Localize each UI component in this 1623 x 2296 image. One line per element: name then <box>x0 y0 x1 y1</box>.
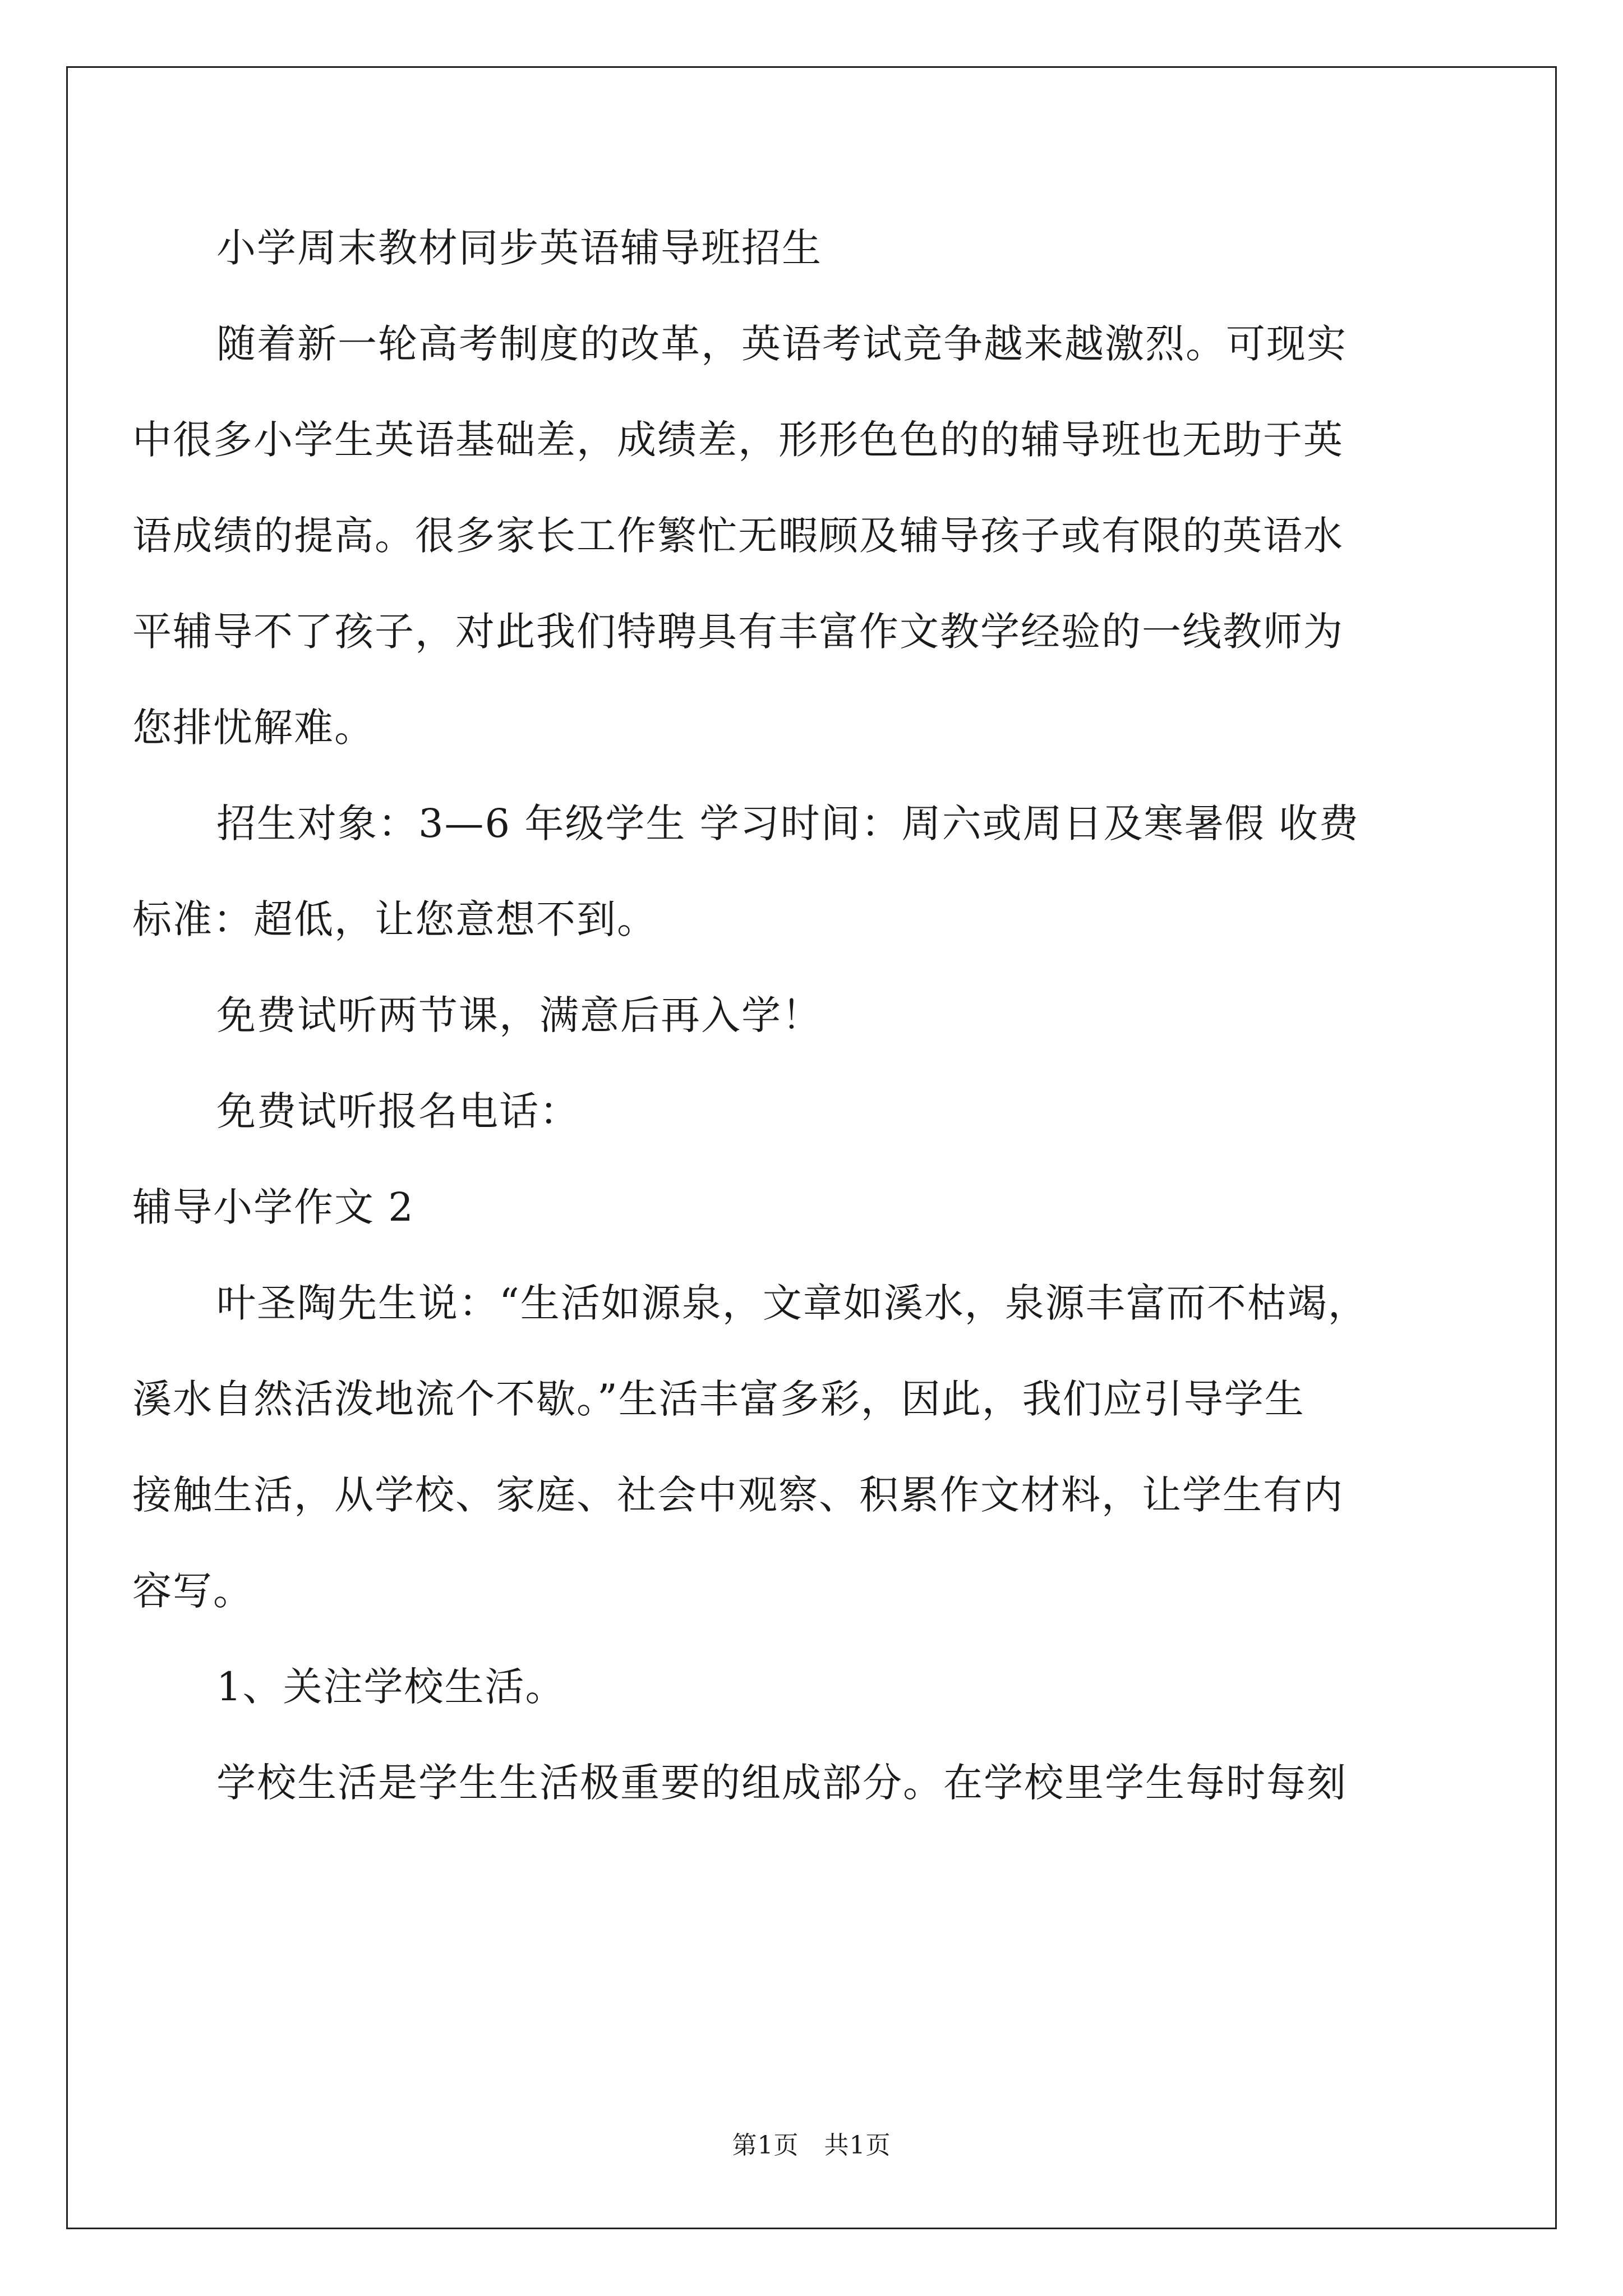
subsection-heading: 1、关注学校生活。 <box>216 1664 566 1710</box>
paragraph-line: 容写。 <box>132 1568 253 1614</box>
paragraph-line: 免费试听两节课，满意后再入学！ <box>216 992 822 1038</box>
paragraph-line: 平辅导不了孩子，对此我们特聘具有丰富作文教学经验的一线教师为 <box>132 609 1344 655</box>
paragraph-line: 语成绩的提高。很多家长工作繁忙无暇顾及辅导孩子或有限的英语水 <box>132 513 1344 559</box>
paragraph-line: 学校生活是学生生活极重要的组成部分。在学校里学生每时每刻 <box>216 1760 1347 1806</box>
paragraph-line: 溪水自然活泼地流个不歇。”生活丰富多彩，因此，我们应引导学生 <box>132 1376 1305 1422</box>
document-title: 小学周末教材同步英语辅导班招生 <box>216 225 822 271</box>
paragraph-line: 中很多小学生英语基础差，成绩差，形形色色的的辅导班也无助于英 <box>132 417 1344 463</box>
paragraph-line: 随着新一轮高考制度的改革，英语考试竞争越来越激烈。可现实 <box>216 321 1347 367</box>
document-body <box>132 200 1445 1831</box>
paragraph-line: 叶圣陶先生说：“生活如源泉，文章如溪水，泉源丰富而不枯竭， <box>216 1280 1368 1326</box>
paragraph-line: 招生对象：3—6 年级学生 学习时间：周六或周日及寒暑假 收费 <box>216 800 1359 846</box>
section-heading: 辅导小学作文 2 <box>132 1184 414 1230</box>
paragraph-line: 标准：超低，让您意想不到。 <box>132 896 657 942</box>
paragraph-line: 免费试听报名电话： <box>216 1088 580 1134</box>
paragraph-line: 您排忧解难。 <box>132 705 375 751</box>
page-footer: 第1页 共1页 <box>732 2131 891 2160</box>
paragraph-line: 接触生活，从学校、家庭、社会中观察、积累作文材料，让学生有内 <box>132 1472 1344 1518</box>
